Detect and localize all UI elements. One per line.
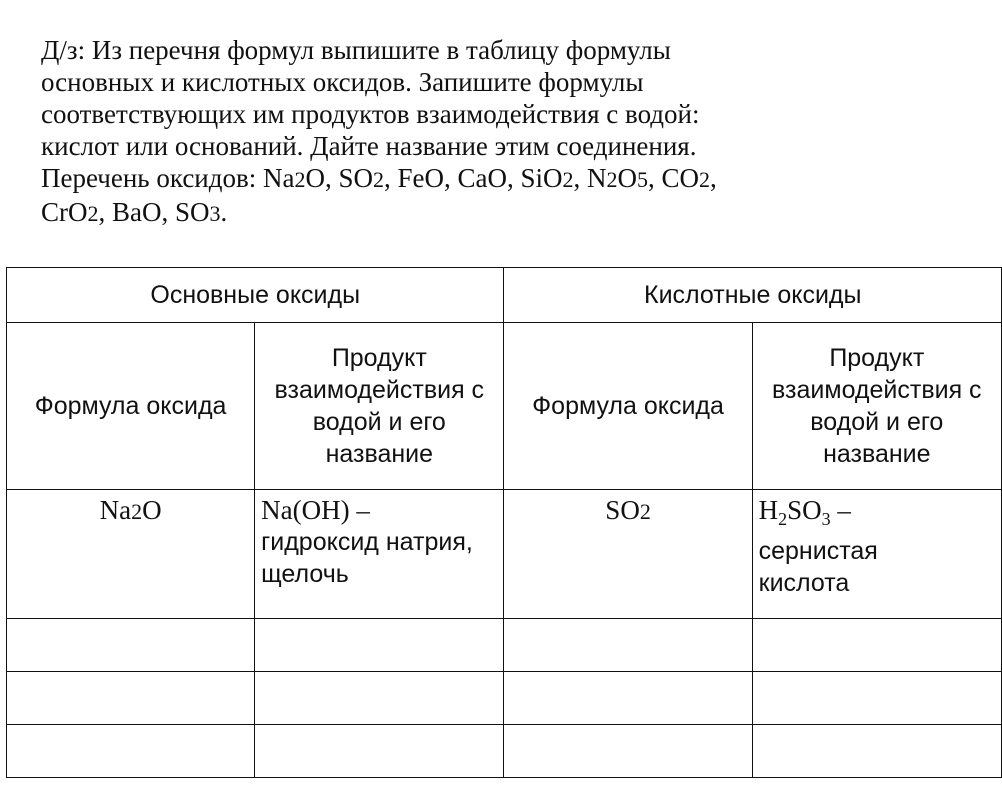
table-cell [504,672,752,725]
acidic-oxides-header: Кислотные оксиды [504,268,1002,323]
table-cell [7,725,255,778]
acid-product-header: Продукт взаимодействия с водой и его название [752,323,1001,490]
basic-formula-header: Формула оксида [7,323,255,490]
assignment-text [41,34,941,230]
oxide-list-line-1: Перечень оксидов: Na2O, SO2, FeO, CaO, SiO2, N2O5, CO2, [41,163,717,193]
basic-oxide-product: Na(OH) – гидроксид натрия, щелочь [255,490,504,619]
table-row [7,725,1002,778]
table-cell [7,672,255,725]
task-line-3: соответствующих им продуктов взаимодействия с водой: [41,99,700,129]
acid-formula-header: Формула оксида [504,323,752,490]
basic-oxides-header: Основные оксиды [7,268,504,323]
table-cell [504,725,752,778]
basic-oxide-formula: Na2O [7,490,255,619]
oxide-list-line-2: CrO2, BaO, SO3. [41,197,228,227]
table-row [7,619,1002,672]
table-cell [7,619,255,672]
table-row [7,490,1002,619]
table-cell [255,725,504,778]
acid-oxide-formula: SO2 [504,490,752,619]
task-line-1: Д/з: Из перечня формул выпишите в таблицу формулы [41,35,671,65]
basic-product-header: Продукт взаимодействия с водой и его название [255,323,504,490]
table-column-header-row [7,323,1002,490]
task-line-2: основных и кислотных оксидов. Запишите формулы [41,67,644,97]
table-cell [752,672,1001,725]
table-cell [255,672,504,725]
table-cell [504,619,752,672]
table-group-header-row [7,268,1002,323]
task-line-4: кислот или оснований. Дайте название этим соединения. [41,131,697,161]
acid-oxide-product: $H_2SO_3$ – сернистая кислота [752,490,1001,619]
table-cell [752,725,1001,778]
table-cell [255,619,504,672]
table-row [7,672,1002,725]
oxides-table [6,267,1002,778]
table-cell [752,619,1001,672]
